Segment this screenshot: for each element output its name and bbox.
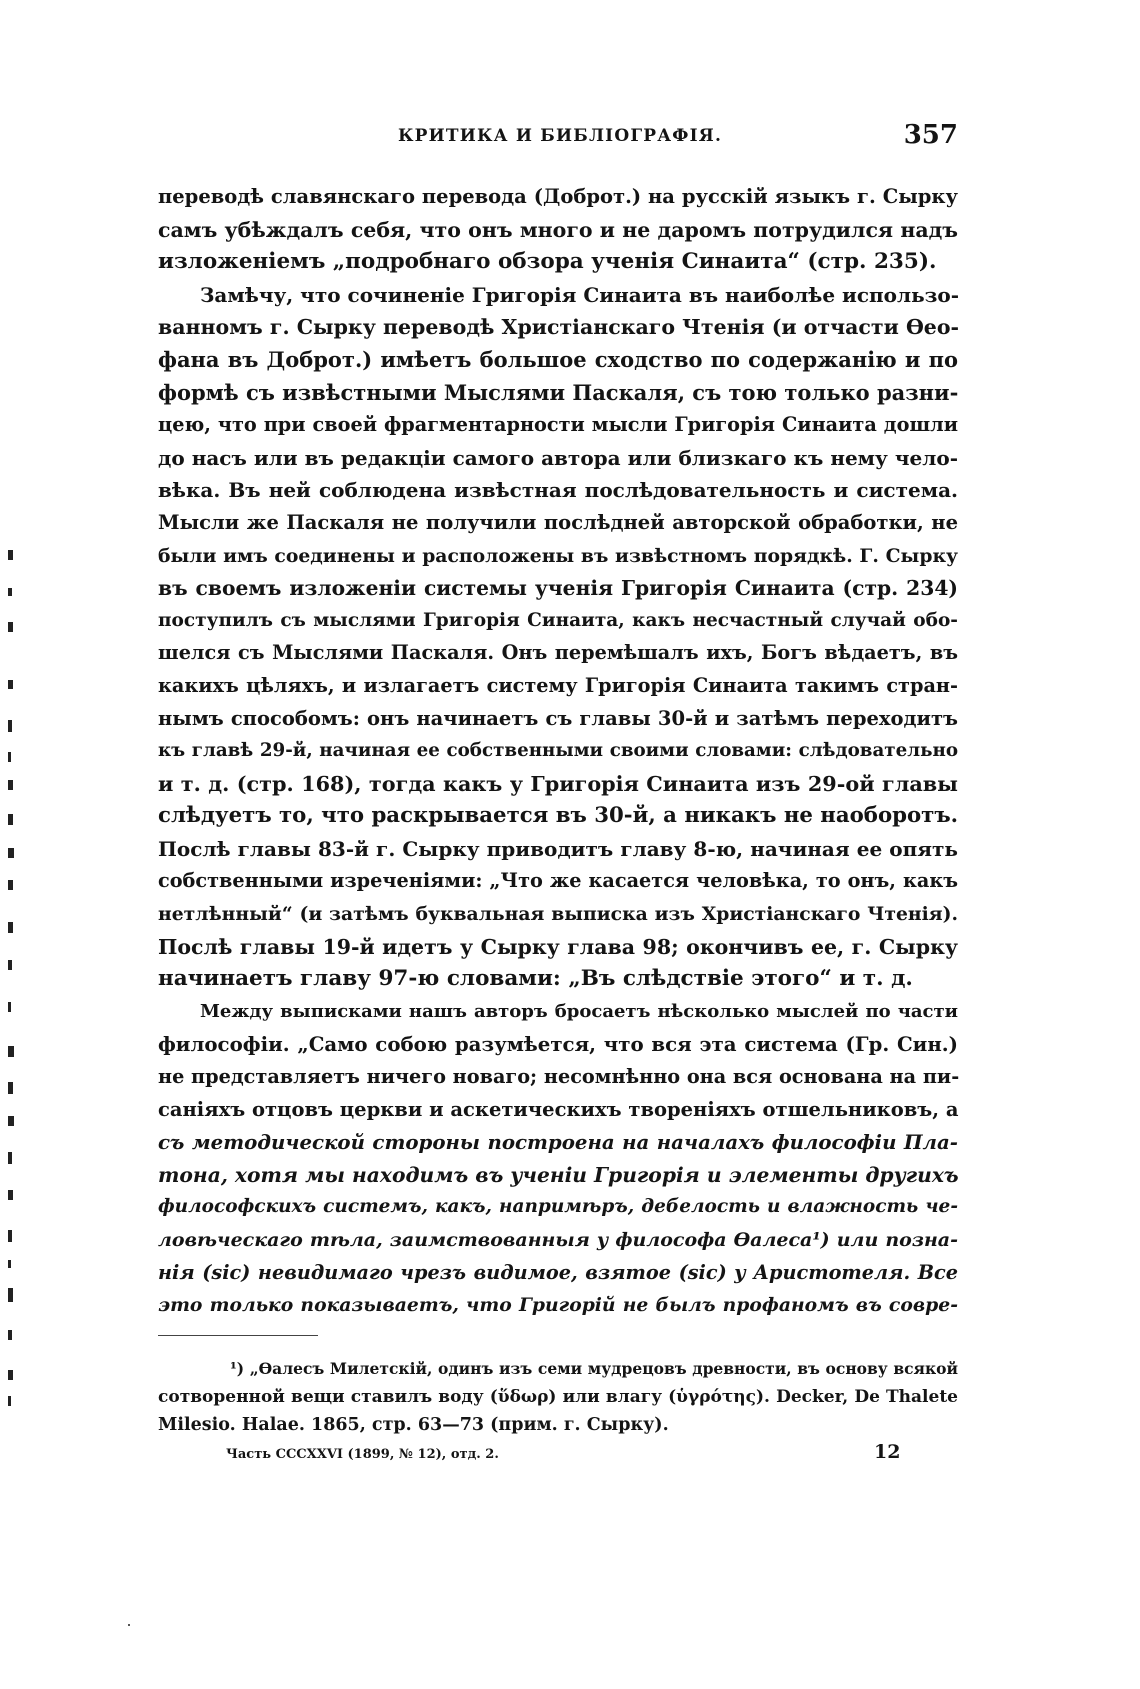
text-line: къ главѣ 29-й, начиная ее собственными своими словами: слѣдовательно [158,740,958,762]
text-line: какихъ цѣляхъ, и излагаетъ систему Григорія Синаита такимъ стран- [158,673,958,697]
text-line: и т. д. (стр. 168), тогда какъ у Григорія Синаита изъ 29-ой главы [158,771,958,796]
edge-mark [8,960,12,970]
text-line: это только показываетъ, что Григорій не былъ профаномъ въ совре- [158,1294,958,1317]
edge-mark [8,752,11,762]
edge-mark [8,1046,14,1057]
main-text [158,181,958,1322]
text-line: саніяхъ отцовъ церкви и аскетическихъ твореніяхъ отшельниковъ, а [158,1097,959,1121]
edge-mark [8,1370,13,1380]
page-header [158,120,958,154]
edge-mark [8,880,13,890]
paper-speck [128,1624,130,1626]
text-line: фана въ Доброт.) имѣетъ большое сходство по содержанію и по [158,346,958,372]
text-line: тона, хотя мы находимъ въ ученіи Григорія и элементы другихъ [158,1162,959,1187]
text-line: нія (sic) невидимаго чрезъ видимое, взятое (sic) у Аристотеля. Все [158,1260,958,1284]
edge-mark [8,1230,12,1242]
text-line: начинаетъ главу 97-ю словами: „Въ слѣдствіе этого“ и т. д. [158,966,913,992]
edge-mark [8,1288,13,1302]
edge-mark [8,680,13,689]
edge-mark [8,814,13,825]
text-line: поступилъ съ мыслями Григорія Синаита, какъ несчастный случай обо- [158,609,958,631]
text-line: Между выписками нашъ авторъ бросаетъ нѣсколько мыслей по части [200,1000,958,1022]
footnote-divider [158,1335,318,1336]
printer-signature: Часть CCCXXVI (1899, № 12), отд. 2. [226,1447,499,1462]
edge-mark [8,1190,13,1200]
text-line: были имъ соединены и расположены въ извѣстномъ порядкѣ. Г. Сырку [158,544,958,567]
edge-mark [8,1116,14,1126]
footnote [158,1355,958,1439]
text-line: формѣ съ извѣстными Мыслями Паскаля, съ тою только разни- [158,379,959,405]
text-line: нымъ способомъ: онъ начинаетъ съ главы 30-й и затѣмъ переходитъ [158,706,958,730]
page-number: 357 [903,120,958,150]
edge-mark [8,1330,12,1340]
text-line: шелся съ Мыслями Паскаля. Онъ перемѣшалъ ихъ, Богъ вѣдаетъ, въ [158,641,958,665]
text-line: нетлѣнный“ (и затѣмъ буквальная выписка изъ Христіанскаго Чтенія). [158,903,958,926]
running-title: КРИТИКА И БИБЛІОГРАФІЯ. [398,126,723,146]
edge-mark [8,780,13,790]
text-line: до насъ или въ редакціи самого автора или близкаго къ нему чело- [158,445,958,470]
text-line: изложеніемъ „подробнаго обзора ученія Синаита“ (стр. 235). [158,249,937,275]
text-line: ловѣческаго тѣла, заимствованныя у философа Ѳалеса¹) или позна- [158,1229,958,1251]
text-line: самъ убѣждалъ себя, что онъ много и не даромъ потрудился надъ [158,217,958,242]
edge-mark [8,588,12,596]
text-line: въ своемъ изложеніи системы ученія Григорія Синаита (стр. 234) [158,576,958,601]
edge-mark [8,550,13,560]
text-line: Замѣчу, что сочиненіе Григорія Синаита въ наиболѣе использо- [200,282,960,307]
binding-edge-marks [0,530,30,1510]
footnote-line: ¹) „Ѳалесъ Милетскій, одинъ изъ семи мудрецовъ древности, въ основу всякой [230,1359,958,1378]
text-line: слѣдуетъ то, что раскрывается въ 30-й, а никакъ не наоборотъ. [158,803,959,829]
text-line: цею, что при своей фрагментарности мысли Григорія Синаита дошли [158,413,958,437]
text-line: съ методической стороны построена на началахъ философіи Пла- [158,1130,958,1155]
edge-mark [8,1002,11,1012]
text-line: переводѣ славянскаго перевода (Доброт.) на русскій языкъ г. Сырку [158,185,958,208]
edge-mark [8,1152,12,1164]
text-line: Послѣ главы 83-й г. Сырку приводитъ главу 8-ю, начиная ее опять [158,836,958,861]
text-line: собственными изреченіями: „Что же касается человѣка, то онъ, какъ [158,869,958,893]
text-line: Послѣ главы 19-й идетъ у Сырку глава 98; окончивъ ее, г. Сырку [158,934,958,959]
edge-mark [8,720,12,732]
text-line: не представляетъ ничего новаго; несомнѣнно она вся основана на пи- [158,1065,960,1089]
edge-mark [8,622,13,632]
text-line: Мысли же Паскаля не получили послѣдней авторской обработки, не [158,510,958,534]
text-line: вѣка. Въ ней соблюдена извѣстная послѣдовательность и система. [158,478,958,503]
edge-mark [8,1082,13,1094]
edge-mark [8,1260,11,1268]
footnote-line: сотворенной вещи ставилъ воду (ὕδωρ) или влагу (ὑγρότης). Decker, De Thalete [158,1387,958,1407]
text-line: ванномъ г. Сырку переводѣ Христіанскаго Чтенія (и отчасти Ѳео- [158,315,960,340]
edge-mark [8,1396,11,1406]
edge-mark [8,922,13,933]
text-line: философскихъ системъ, какъ, напримѣръ, дебелость и влажность че- [158,1196,958,1218]
footnote-line: Milesio. Halae. 1865, стр. 63—73 (прим. г. Сырку). [158,1415,669,1435]
text-line: философіи. „Само собою разумѣется, что вся эта система (Гр. Син.) [158,1032,958,1057]
sheet-number: 12 [874,1441,901,1463]
edge-mark [8,848,14,858]
